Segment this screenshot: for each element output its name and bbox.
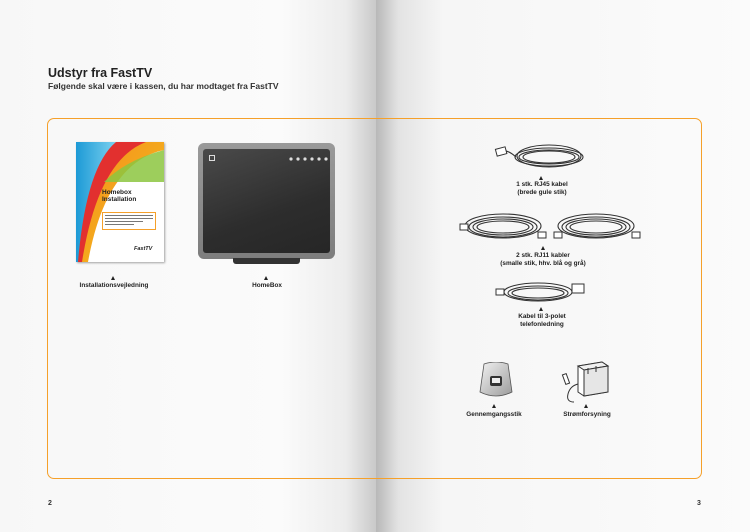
status-lights-icon: [288, 155, 328, 163]
rj11-cable-blue-image: [550, 210, 642, 244]
homebox-stand: [233, 258, 300, 264]
arrow-up-icon: [541, 246, 545, 250]
caption-pass-through-adapter: Gennemgangsstik: [466, 411, 522, 418]
caption-installation-guide: Installationsvejledning: [79, 282, 149, 289]
pass-through-adapter-image: [476, 362, 516, 400]
booklet-title: Homebox Installation: [102, 189, 137, 204]
arrow-up-icon: [111, 276, 115, 280]
booklet-text-box: [102, 212, 156, 230]
homebox-device-image: [198, 143, 335, 259]
arrow-up-icon: [584, 404, 588, 408]
page-number-right: 3: [697, 500, 701, 507]
arrow-up-icon: [539, 307, 543, 311]
caption-rj45-cable: 1 stk. RJ45 kabel (brede gule stik): [516, 181, 568, 196]
fasttv-logo: FastTV: [134, 246, 153, 252]
homebox-screen: [203, 149, 330, 253]
homebox-logo-icon: [209, 155, 215, 161]
power-supply-image: [560, 360, 614, 404]
page-number-left: 2: [48, 500, 52, 507]
phone-cable-image: [494, 280, 586, 306]
caption-homebox: HomeBox: [252, 282, 282, 289]
page-subtitle: Følgende skal være i kassen, du har modtaget fra FastTV: [48, 81, 279, 91]
rj11-cable-grey-image: [458, 210, 548, 244]
caption-phone-cable: Kabel til 3-polet telefonledning: [518, 313, 566, 328]
caption-rj11-cables: 2 stk. RJ11 kabler (smalle stik, hhv. blå og grå): [500, 252, 586, 267]
page-title: Udstyr fra FastTV: [48, 66, 153, 80]
arrow-up-icon: [264, 276, 268, 280]
caption-power-supply: Strømforsyning: [563, 411, 611, 418]
installation-booklet-image: [76, 142, 164, 262]
arrow-up-icon: [492, 404, 496, 408]
rj45-cable-image: [494, 140, 586, 174]
arrow-up-icon: [539, 176, 543, 180]
